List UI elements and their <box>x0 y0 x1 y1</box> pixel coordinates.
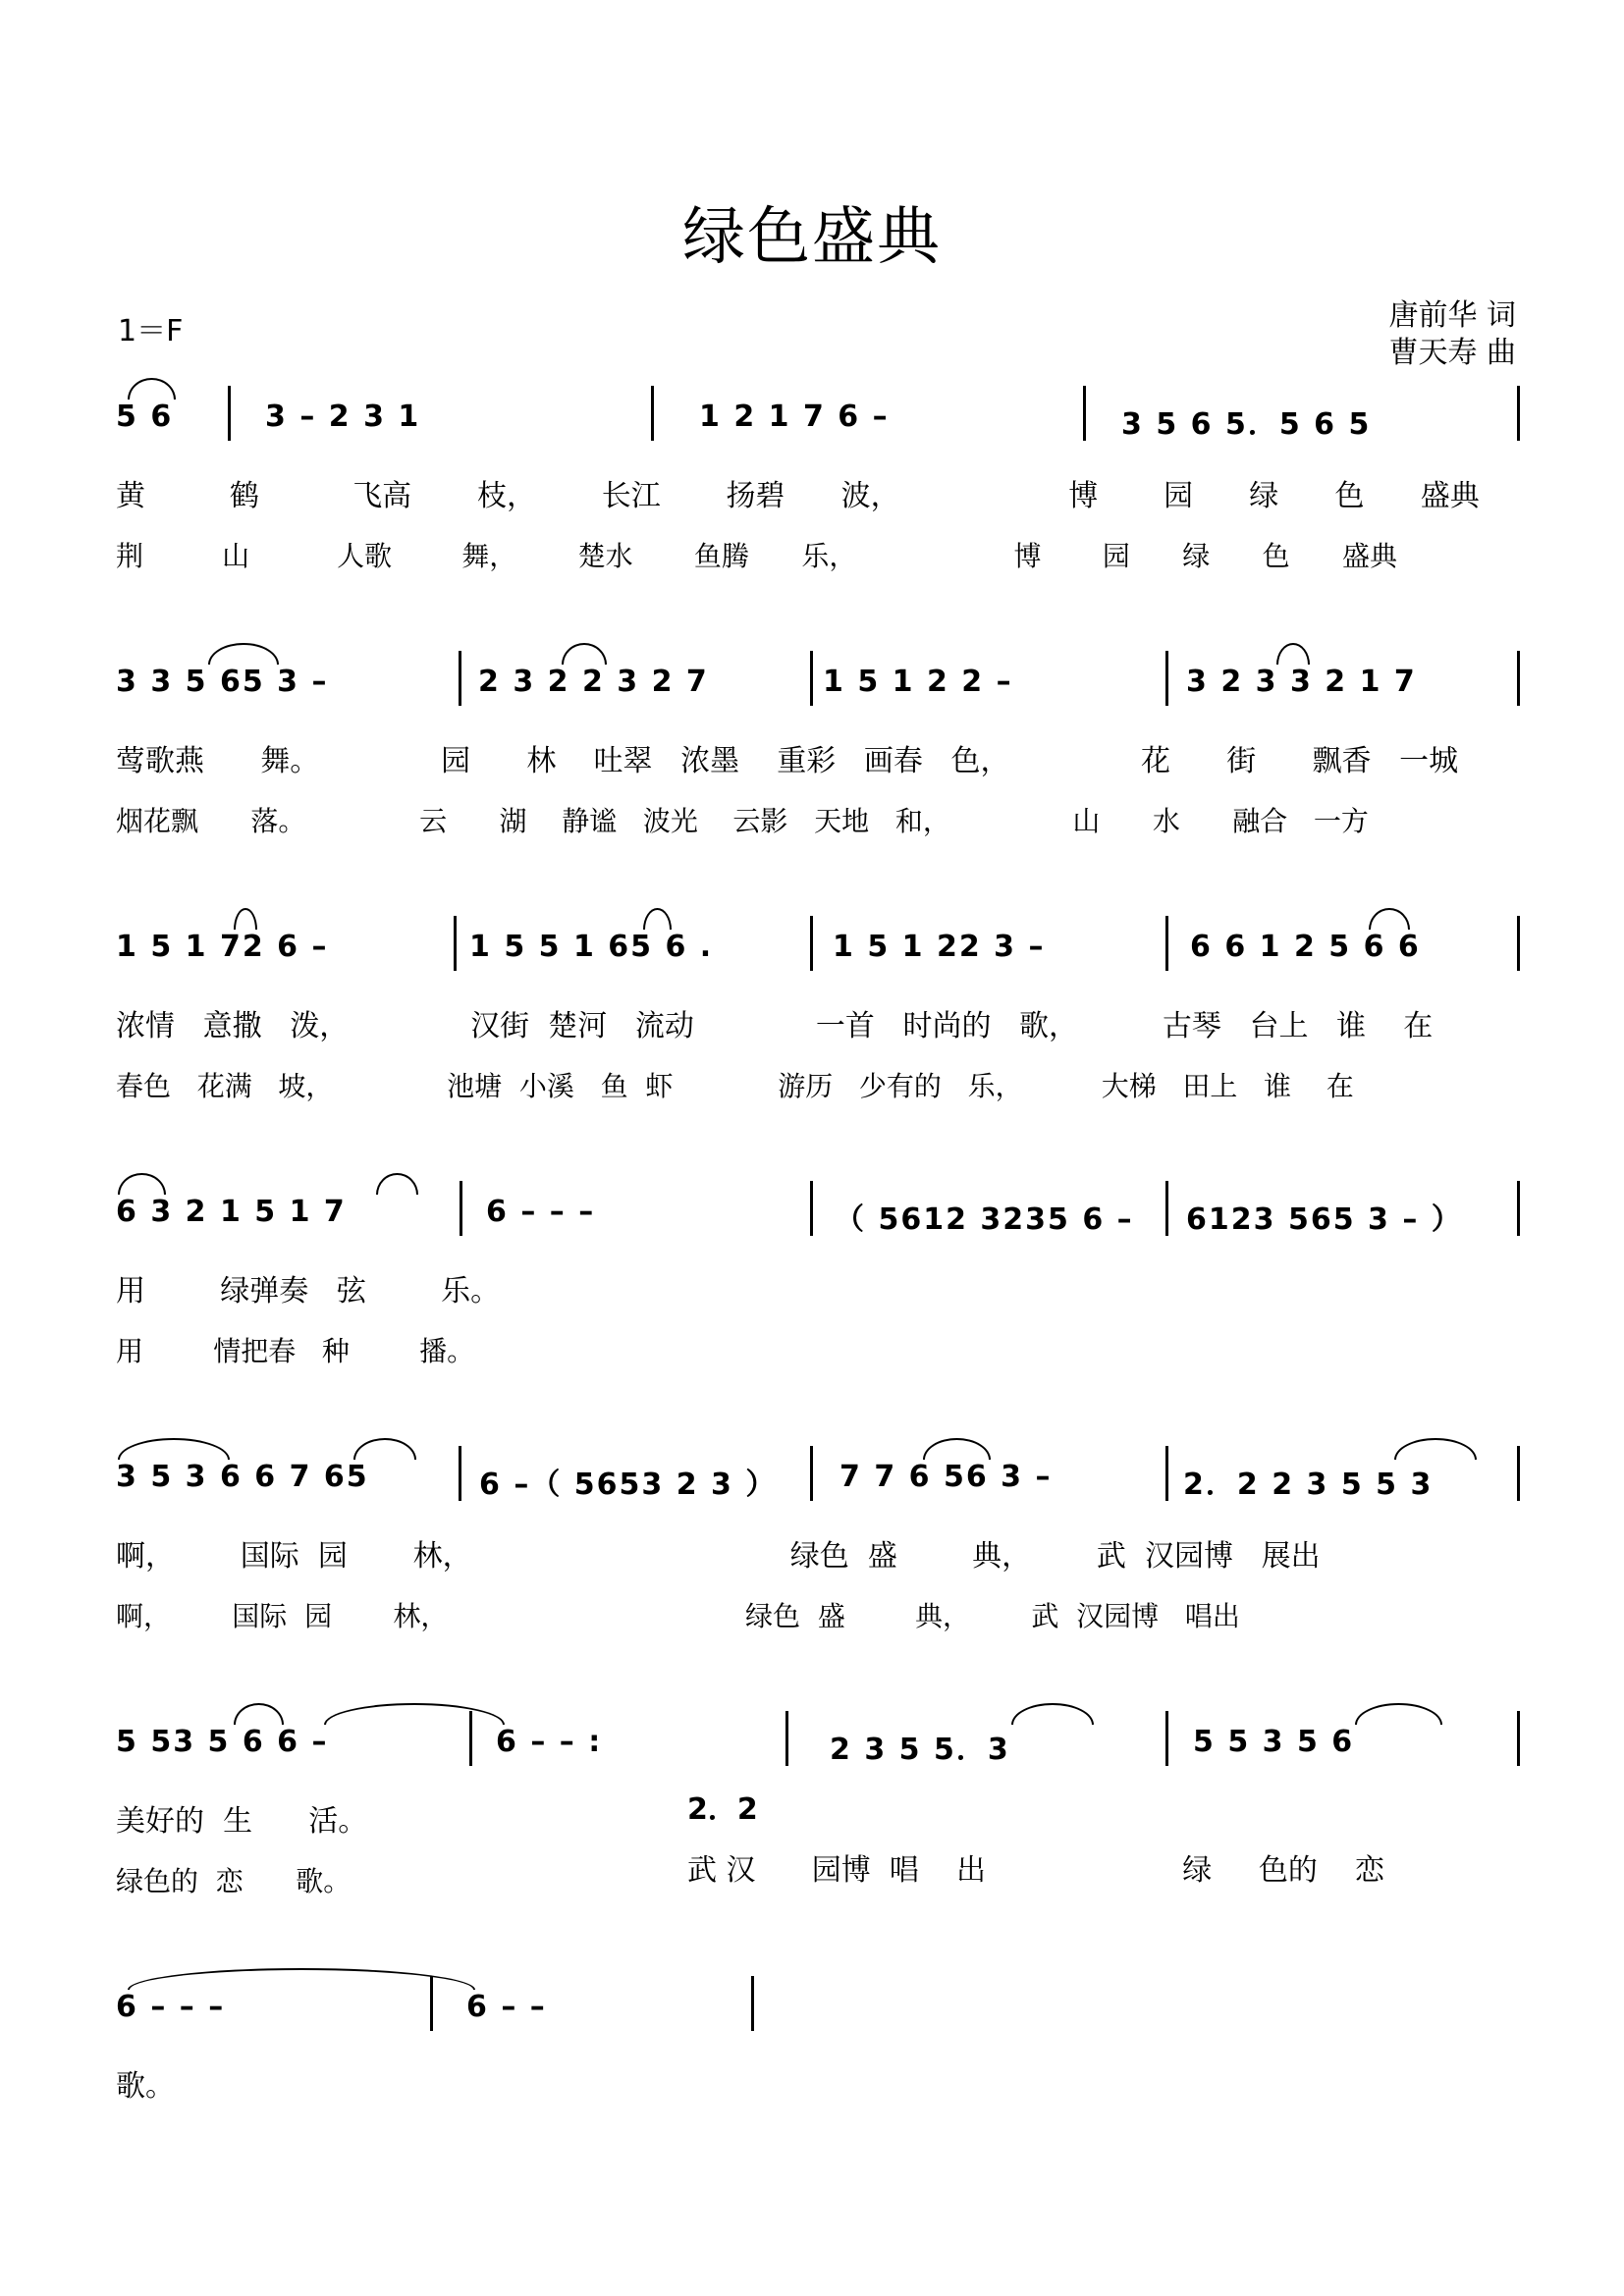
composer-credit: 曹天寿 曲 <box>1388 336 1516 370</box>
bar-line <box>1517 386 1520 441</box>
slur-mark <box>234 1703 284 1725</box>
slur-mark <box>118 1173 166 1195</box>
bar-line <box>1517 916 1520 971</box>
key-signature: 1＝F <box>118 314 184 348</box>
notation-line <box>0 908 1624 987</box>
measure-notes: 3 3 5 65 3 – <box>116 665 329 699</box>
slur-mark <box>128 378 176 400</box>
measure-notes: 1 5 1 22 3 – <box>833 930 1046 964</box>
bar-line <box>1165 1446 1168 1501</box>
bar-line <box>751 1976 754 2031</box>
measure-notes: 6 – – <box>466 1990 547 2024</box>
bar-line <box>1517 1181 1520 1236</box>
bar-line <box>1517 1711 1520 1766</box>
measure-notes: 6 –（ 5653 2 3 ） <box>479 1468 778 1502</box>
measure-notes: 6 3 2 1 5 1 7 <box>116 1195 347 1229</box>
lyrics-verse-1: 歌。 <box>116 2069 175 2104</box>
slur-mark <box>324 1703 505 1725</box>
notation-line <box>0 378 1624 456</box>
bar-line <box>810 1181 813 1236</box>
measure-notes: 1 5 5 1 65 6 . <box>469 930 714 964</box>
notation-line <box>0 1173 1624 1252</box>
measure-notes: 6 – – – <box>116 1990 226 2024</box>
bar-line <box>1517 1446 1520 1501</box>
measure-notes: 6 6 1 2 5 6 6 <box>1190 930 1421 964</box>
bar-line <box>651 386 654 441</box>
measure-notes: 5 6 <box>116 400 174 434</box>
bar-line <box>1517 651 1520 706</box>
measure-notes: 7 7 6 56 3 – <box>839 1460 1053 1494</box>
bar-line <box>460 1181 462 1236</box>
lyrics-verse-2: 用 情把春 种 播。 <box>116 1335 475 1367</box>
measure-notes: 6 – – : <box>496 1725 603 1759</box>
lyricist-credit: 唐前华 词 <box>1388 298 1516 333</box>
bar-line <box>1165 1711 1168 1766</box>
measure-notes: 3 5 3 6 6 7 65 <box>116 1460 369 1494</box>
bar-line <box>785 1711 788 1766</box>
measure-notes: 1 5 1 72 6 – <box>116 930 329 964</box>
lyrics-verse-2: 啊， 国际 园 林， 绿色 盛 典， 武 汉园博 唱出 <box>116 1600 1240 1632</box>
lyrics-verse-1: 用 绿弹奏 弦 乐。 <box>116 1274 501 1308</box>
measure-notes: 2 3 2 2 3 2 7 <box>478 665 709 699</box>
slur-mark <box>562 643 607 665</box>
slur-mark <box>1276 643 1310 665</box>
lyrics-verse-1: 莺歌燕 舞。 园 林 吐翠 浓墨 重彩 画春 色， 花 街 飘香 一城 <box>116 744 1459 778</box>
slur-mark <box>1369 908 1410 930</box>
notation-line <box>0 1703 1624 1782</box>
measure-notes: 1 2 1 7 6 – <box>699 400 890 434</box>
bar-line <box>454 916 457 971</box>
slur-mark <box>234 908 257 930</box>
slur-mark <box>1011 1703 1094 1725</box>
lyrics-verse-1: 美好的 生 活。 <box>116 1804 368 1839</box>
measure-notes: 6123 565 3 – ） <box>1186 1202 1463 1237</box>
bar-line <box>810 651 813 706</box>
notation-line <box>0 643 1624 721</box>
second-ending-lyrics: 武 汉 园博 唱 出 绿 色的 恋 <box>687 1853 1385 1888</box>
measure-notes: 5 5 3 5 6 <box>1193 1725 1355 1759</box>
measure-notes: 6 – – – <box>486 1195 596 1229</box>
slur-mark <box>376 1173 418 1195</box>
lyrics-verse-1: 浓情 意撒 泼， 汉街 楚河 流动 一首 时尚的 歌， 古琴 台上 谁 在 <box>116 1009 1434 1043</box>
slur-mark <box>1394 1438 1477 1460</box>
bar-line <box>1165 1181 1168 1236</box>
notation-line <box>0 1968 1624 2047</box>
song-title: 绿色盛典 <box>682 201 942 274</box>
bar-line <box>459 651 461 706</box>
bar-line <box>459 1446 461 1501</box>
lyrics-verse-2: 绿色的 恋 歌。 <box>116 1865 352 1897</box>
bar-line <box>810 1446 813 1501</box>
lyrics-verse-2: 烟花飘 落。 云 湖 静谧 波光 云影 天地 和， 山 水 融合 一方 <box>116 805 1369 837</box>
lyrics-verse-2: 荆 山 人歌 舞， 楚水 鱼腾 乐， 博 园 绿 色 盛典 <box>116 540 1398 572</box>
measure-notes: 1 5 1 2 2 – <box>823 665 1013 699</box>
bar-line <box>1165 916 1168 971</box>
measure-notes: （ 5612 3235 6 – <box>835 1202 1134 1237</box>
bar-line <box>810 916 813 971</box>
measure-notes: 2 3 5 5．3 <box>830 1733 1010 1767</box>
lyrics-verse-2: 春色 花满 坡， 池塘 小溪 鱼 虾 游历 少有的 乐， 大梯 田上 谁 在 <box>116 1070 1354 1102</box>
slur-mark <box>118 1438 230 1460</box>
slur-mark <box>353 1438 416 1460</box>
slur-mark <box>208 643 279 665</box>
measure-notes: 3 2 3 3 2 1 7 <box>1186 665 1417 699</box>
bar-line <box>1083 386 1086 441</box>
measure-notes: 3 – 2 3 1 <box>265 400 421 434</box>
slur-mark <box>1355 1703 1442 1725</box>
measure-notes: 5 53 5 6 6 – <box>116 1725 329 1759</box>
lyrics-verse-1: 啊， 国际 园 林， 绿色 盛 典， 武 汉园博 展出 <box>116 1539 1321 1574</box>
second-ending-label: 2．2 <box>687 1792 758 1827</box>
bar-line <box>1165 651 1168 706</box>
slur-mark <box>128 1968 475 1990</box>
notation-line <box>0 1438 1624 1517</box>
slur-mark <box>923 1438 991 1460</box>
measure-notes: 3 5 6 5．5 6 5 <box>1121 407 1372 442</box>
measure-notes: 2．2 2 3 5 5 3 <box>1183 1468 1434 1502</box>
lyrics-verse-1: 黄 鹤 飞高 枝， 长江 扬碧 波， 博 园 绿 色 盛典 <box>116 479 1480 513</box>
bar-line <box>228 386 231 441</box>
slur-mark <box>643 908 672 930</box>
